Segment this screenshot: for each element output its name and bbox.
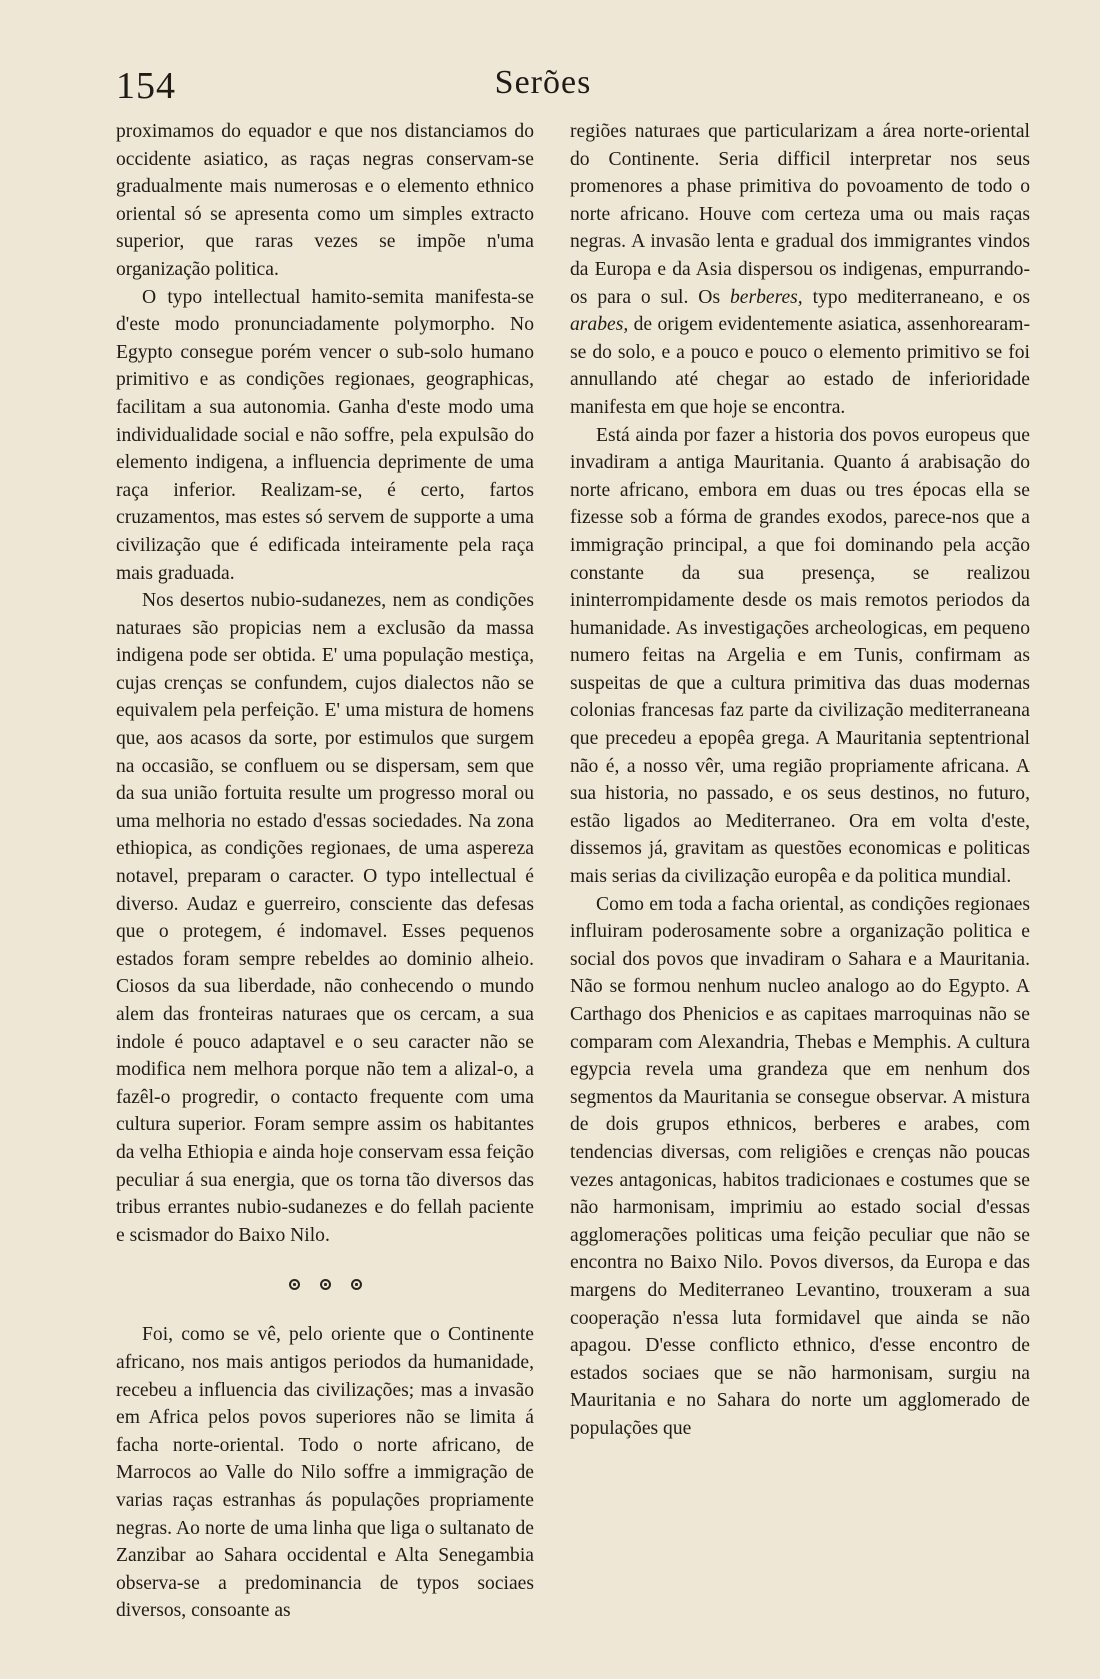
- section-divider-ornament: [116, 1273, 534, 1293]
- paragraph: Como em toda a facha oriental, as condições regionaes influiram poderosamente sobre a organização politica e social dos povos que invadiram o Sahara e a Mauritania. Não se formou nenhum nucleo analogo ao do Egypto. A Carthago dos Phenicios e as capitaes marroquinas não se comparam com Alexandria, Thebas e Memphis. A cultura egypcia revela uma grandeza que em nenhum dos segmentos da Mauritania se consegue observar. A mistura de dois grupos ethnicos, berberes e arabes, com tendencias diversas, com religiões e crenças não poucas vezes antagonicas, habitos tradicionaes e costumes que se não harmonisam, imprimiu ao estado social d'essas agglomerações politicas uma feição peculiar que não se encontra no Baixo Nilo. Povos diversos, da Europa e das margens do Mediterraneo Levantino, trouxeram a sua cooperação n'essa luta formidavel que ainda se não apagou. D'esse conflicto ethnico, d'esse encontro de estados sociaes que se não harmonisam, surgiu na Mauritania e no Sahara do norte um agglomerado de populações que: [570, 893, 1030, 1439]
- ornament-icon: [289, 1279, 300, 1290]
- page-number: 154: [116, 65, 176, 107]
- italic-term: berberes,: [729, 286, 803, 308]
- left-column: [116, 118, 534, 1625]
- paragraph: O typo intellectual hamito-semita manifesta-se d'este modo pronunciadamente polymorpho. No Egypto consegue porém vencer o sub-solo humano primitivo e as condições regionaes, geographicas, facilitam a sua autonomia. Ganha d'este modo uma individualidade social e não soffre, pela expulsão do elemento indigena, a influencia deprimente de uma raça inferior. Realizam-se, é certo, fartos cruzamentos, mas estes só servem de supporte a uma civilização que é edificada inteiramente pela raça mais graduada.: [116, 286, 534, 584]
- text-run: regiões naturaes que particularizam a área norte-oriental do Continente. Seria difficil interpretar nos seus promenores a phase primitiva do povoamento de todo o norte africano. Houve com certeza uma ou mais raças negras. A invasão lenta e gradual dos immigrantes vindos da Europa e da Asia dispersou os indigenas, empurrando-os para o sul. Os: [570, 121, 1030, 308]
- text-run: typo mediterraneano, e os: [802, 286, 1030, 308]
- page-header: [116, 64, 970, 114]
- paragraph: Nos desertos nubio-sudanezes, nem as condições naturaes são propicias nem a exclusão da massa indigena pode ser obtida. E' uma população mestiça, cujas crenças se confundem, cujos dialectos não se equivalem pela perfeição. E' uma mistura de homens que, aos acasos da sorte, por estimulos que surgem na occasião, se confluem ou se dispersam, sem que da sua união fortuita resulte um progresso moral ou uma melhoria no estado d'essas sociedades. Na zona ethiopica, as condições regionaes, de uma aspereza notavel, preparam o caracter. O typo intellectual é diverso. Audaz e guerreiro, consciente das defesas que o protegem, é indomavel. Esses pequenos estados foram sempre rebeldes ao dominio alheio. Ciosos da sua liberdade, não conhecendo o mundo alem das fronteiras naturaes que os cercam, a sua indole é pouco adaptavel e o seu caracter não se modifica nem melhora porque não tem a alizal-o, a fazêl-o progredir, o contacto frequente com uma cultura superior. Foram sempre assim os habitantes da velha Ethiopia e ainda hoje conservam essa feição peculiar á sua energia, que os torna tão diversos das tribus errantes nubio-sudanezes e do fellah paciente e scismador do Baixo Nilo.: [116, 590, 534, 1246]
- ornament-icon: [320, 1279, 331, 1290]
- text-run: de origem evidentemente asiatica, assenhorearam-se do solo, e a pouco e pouco o elemento primitivo se foi annullando até chegar ao estado de inferioridade manifesta em que hoje se encontra.: [570, 314, 1030, 418]
- running-title: Serões: [494, 64, 592, 101]
- paragraph: proximamos do equador e que nos distanciamos do occidente asiatico, as raças negras conservam-se gradualmente mais numerosas e o elemento ethnico oriental só se apresenta como um simples extracto superior, que raras vezes se impõe n'uma organização politica.: [116, 121, 534, 280]
- ornament-icon: [351, 1279, 362, 1290]
- italic-term: arabes,: [570, 314, 629, 336]
- right-column: [570, 118, 1030, 1443]
- paragraph: [570, 118, 1030, 422]
- paragraph: Foi, como se vê, pelo oriente que o Continente africano, nos mais antigos periodos da humanidade, recebeu a influencia das civilizações; mas a invasão em Africa pelos povos superiores não se limita á facha norte-oriental. Todo o norte africano, de Marrocos ao Valle do Nilo soffre a immigração de varias raças estranhas ás populações propriamente negras. Ao norte de uma linha que liga o sultanato de Zanzibar ao Sahara occidental e Alta Senegambia observa-se a predominancia de typos sociaes diversos, consoante as: [116, 1324, 534, 1622]
- paragraph: Está ainda por fazer a historia dos povos europeus que invadiram a antiga Mauritania. Quanto á arabisação do norte africano, embora em duas ou tres épocas ella se fizesse sob a fórma de grandes exodos, parece-nos que a immigração principal, a que foi dominando pela acção constante da sua presença, se realizou ininterrompidamente desde os mais remotos periodos da humanidade. As investigações archeologicas, em pequeno numero feitas na Argelia e em Tunis, confirmam as suspeitas de que a cultura primitiva das duas modernas colonias francesas faz parte da civilização mediterraneana que precedeu a epopêa grega. A Mauritania septentrional não é, a nosso vêr, uma região propriamente africana. A sua historia, no passado, e os seus destinos, no futuro, estão ligados ao Mediterraneo. Ora em volta d'este, dissemos já, gravitam as questões economicas e politicas mais serias da civilização europêa e da politica mundial.: [570, 424, 1030, 888]
